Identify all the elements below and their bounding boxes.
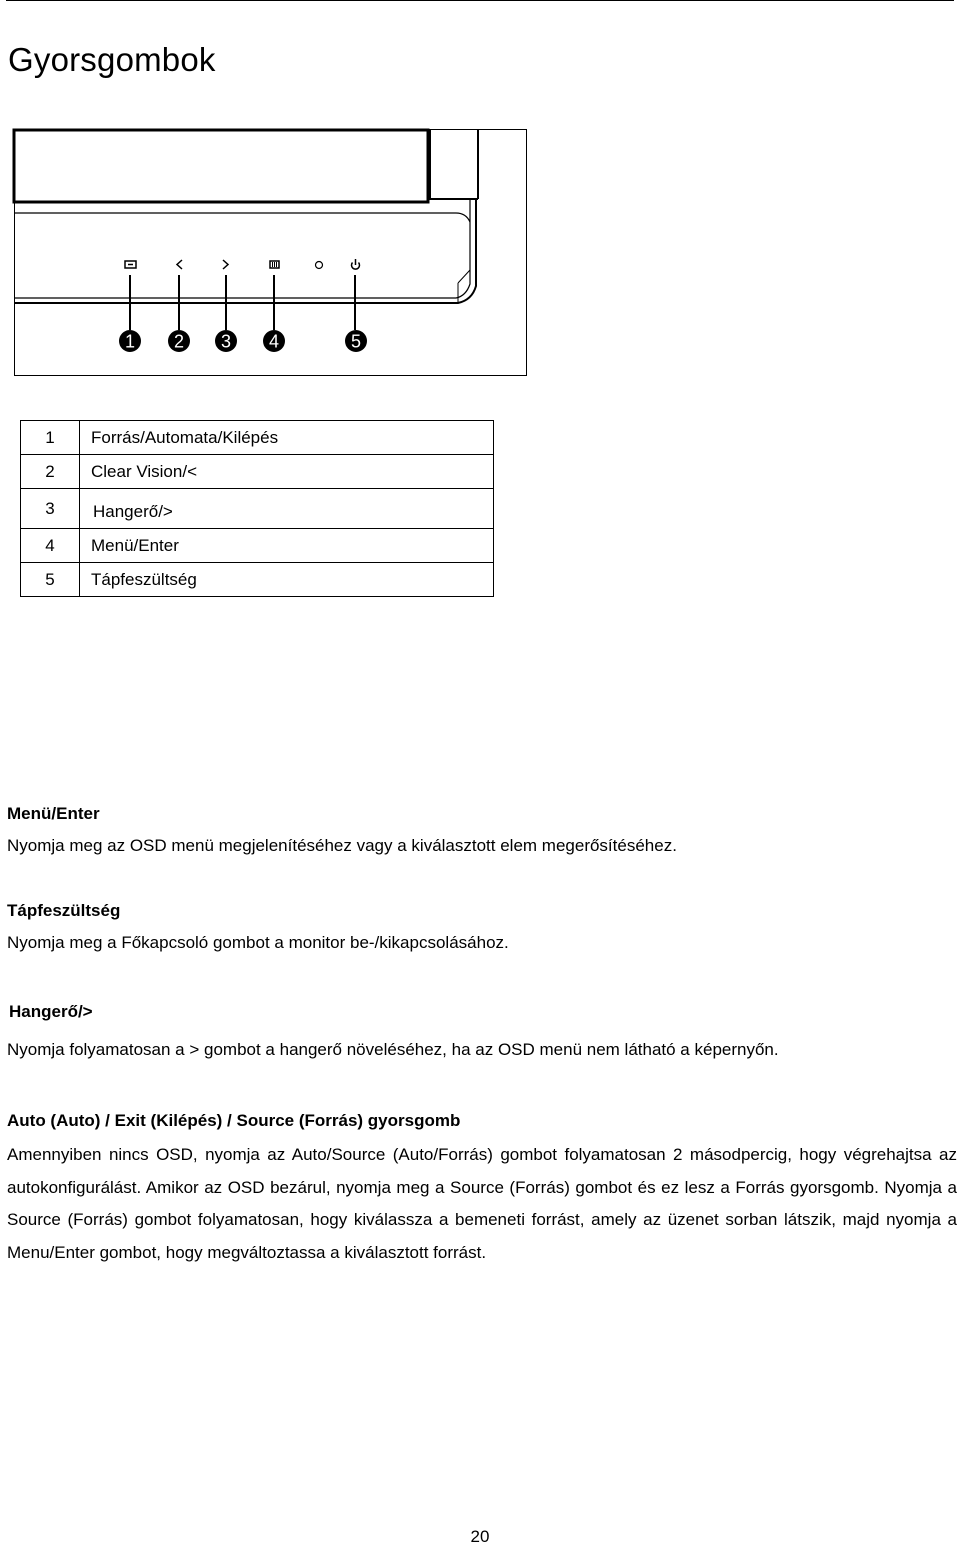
volume-heading: Hangerő/>	[9, 1002, 93, 1021]
table-row	[21, 529, 494, 563]
menu-enter-text: Nyomja meg az OSD menü megjelenítéséhez vagy a kiválasztott elem megerősítéséhez.	[7, 836, 677, 855]
power-heading: Tápfeszültség	[7, 901, 121, 920]
left-chevron-icon	[177, 260, 182, 269]
monitor-screen	[14, 130, 428, 202]
key-number: 4	[21, 529, 80, 563]
key-label: Menü/Enter	[80, 529, 494, 563]
svg-text:5: 5	[350, 331, 362, 352]
callout-5	[345, 330, 367, 352]
indicator-led-icon	[316, 262, 323, 269]
menu-enter-heading: Menü/Enter	[7, 804, 100, 823]
button-key-table	[20, 420, 494, 597]
right-chevron-icon	[223, 260, 228, 269]
monitor-buttons-diagram	[0, 0, 960, 400]
volume-text: Nyomja folyamatosan a > gombot a hangerő növeléséhez, ha az OSD menü nem látható a képernyőn.	[7, 1040, 779, 1059]
key-number: 1	[21, 421, 80, 455]
key-number: 2	[21, 455, 80, 489]
svg-text:4: 4	[268, 331, 280, 352]
table-row	[21, 489, 494, 529]
callout-3	[215, 330, 237, 352]
power-icon	[352, 259, 360, 269]
callout-4	[263, 330, 285, 352]
auto-exit-source-heading: Auto (Auto) / Exit (Kilépés) / Source (Forrás) gyorsgomb	[7, 1111, 461, 1130]
page-number: 20	[470, 1527, 490, 1546]
monitor-bezel-outer	[14, 200, 476, 303]
table-row	[21, 563, 494, 597]
svg-text:1: 1	[124, 331, 136, 352]
key-label: Clear Vision/<	[80, 455, 494, 489]
auto-exit-source-text: Amennyiben nincs OSD, nyomja az Auto/Source (Auto/Forrás) gombot folyamatosan 2 másodpercig, hogy végrehajtsa az autokonfigurálást. Amikor az OSD bezárul, nyomja meg a Source (Forrás) gombot és ez lesz a Forrás gyorsgomb. Nyomja a Source (Forrás) gombot folyamatosan, hogy kiválassza a bemeneti forrást, amely az üzenet sorban látszik, majd nyomja a Menu/Enter gombot, hogy megváltoztassa a kiválasztott forrást.	[7, 1145, 957, 1262]
callout-2	[168, 330, 190, 352]
page-title: Gyorsgombok	[8, 41, 216, 78]
svg-text:2: 2	[173, 331, 185, 352]
key-label: Tápfeszültség	[80, 563, 494, 597]
svg-text:3: 3	[220, 331, 232, 352]
callout-1	[119, 330, 141, 352]
power-text: Nyomja meg a Főkapcsoló gombot a monitor be-/kikapcsolásához.	[7, 933, 509, 952]
key-label: Forrás/Automata/Kilépés	[80, 421, 494, 455]
menu-icon	[270, 261, 279, 268]
monitor-bezel-inner	[14, 200, 470, 298]
table-row	[21, 421, 494, 455]
source-auto-exit-icon	[125, 261, 136, 268]
key-label: Hangerő/>	[80, 489, 494, 529]
key-number: 5	[21, 563, 80, 597]
table-row	[21, 455, 494, 489]
key-number: 3	[21, 489, 80, 529]
